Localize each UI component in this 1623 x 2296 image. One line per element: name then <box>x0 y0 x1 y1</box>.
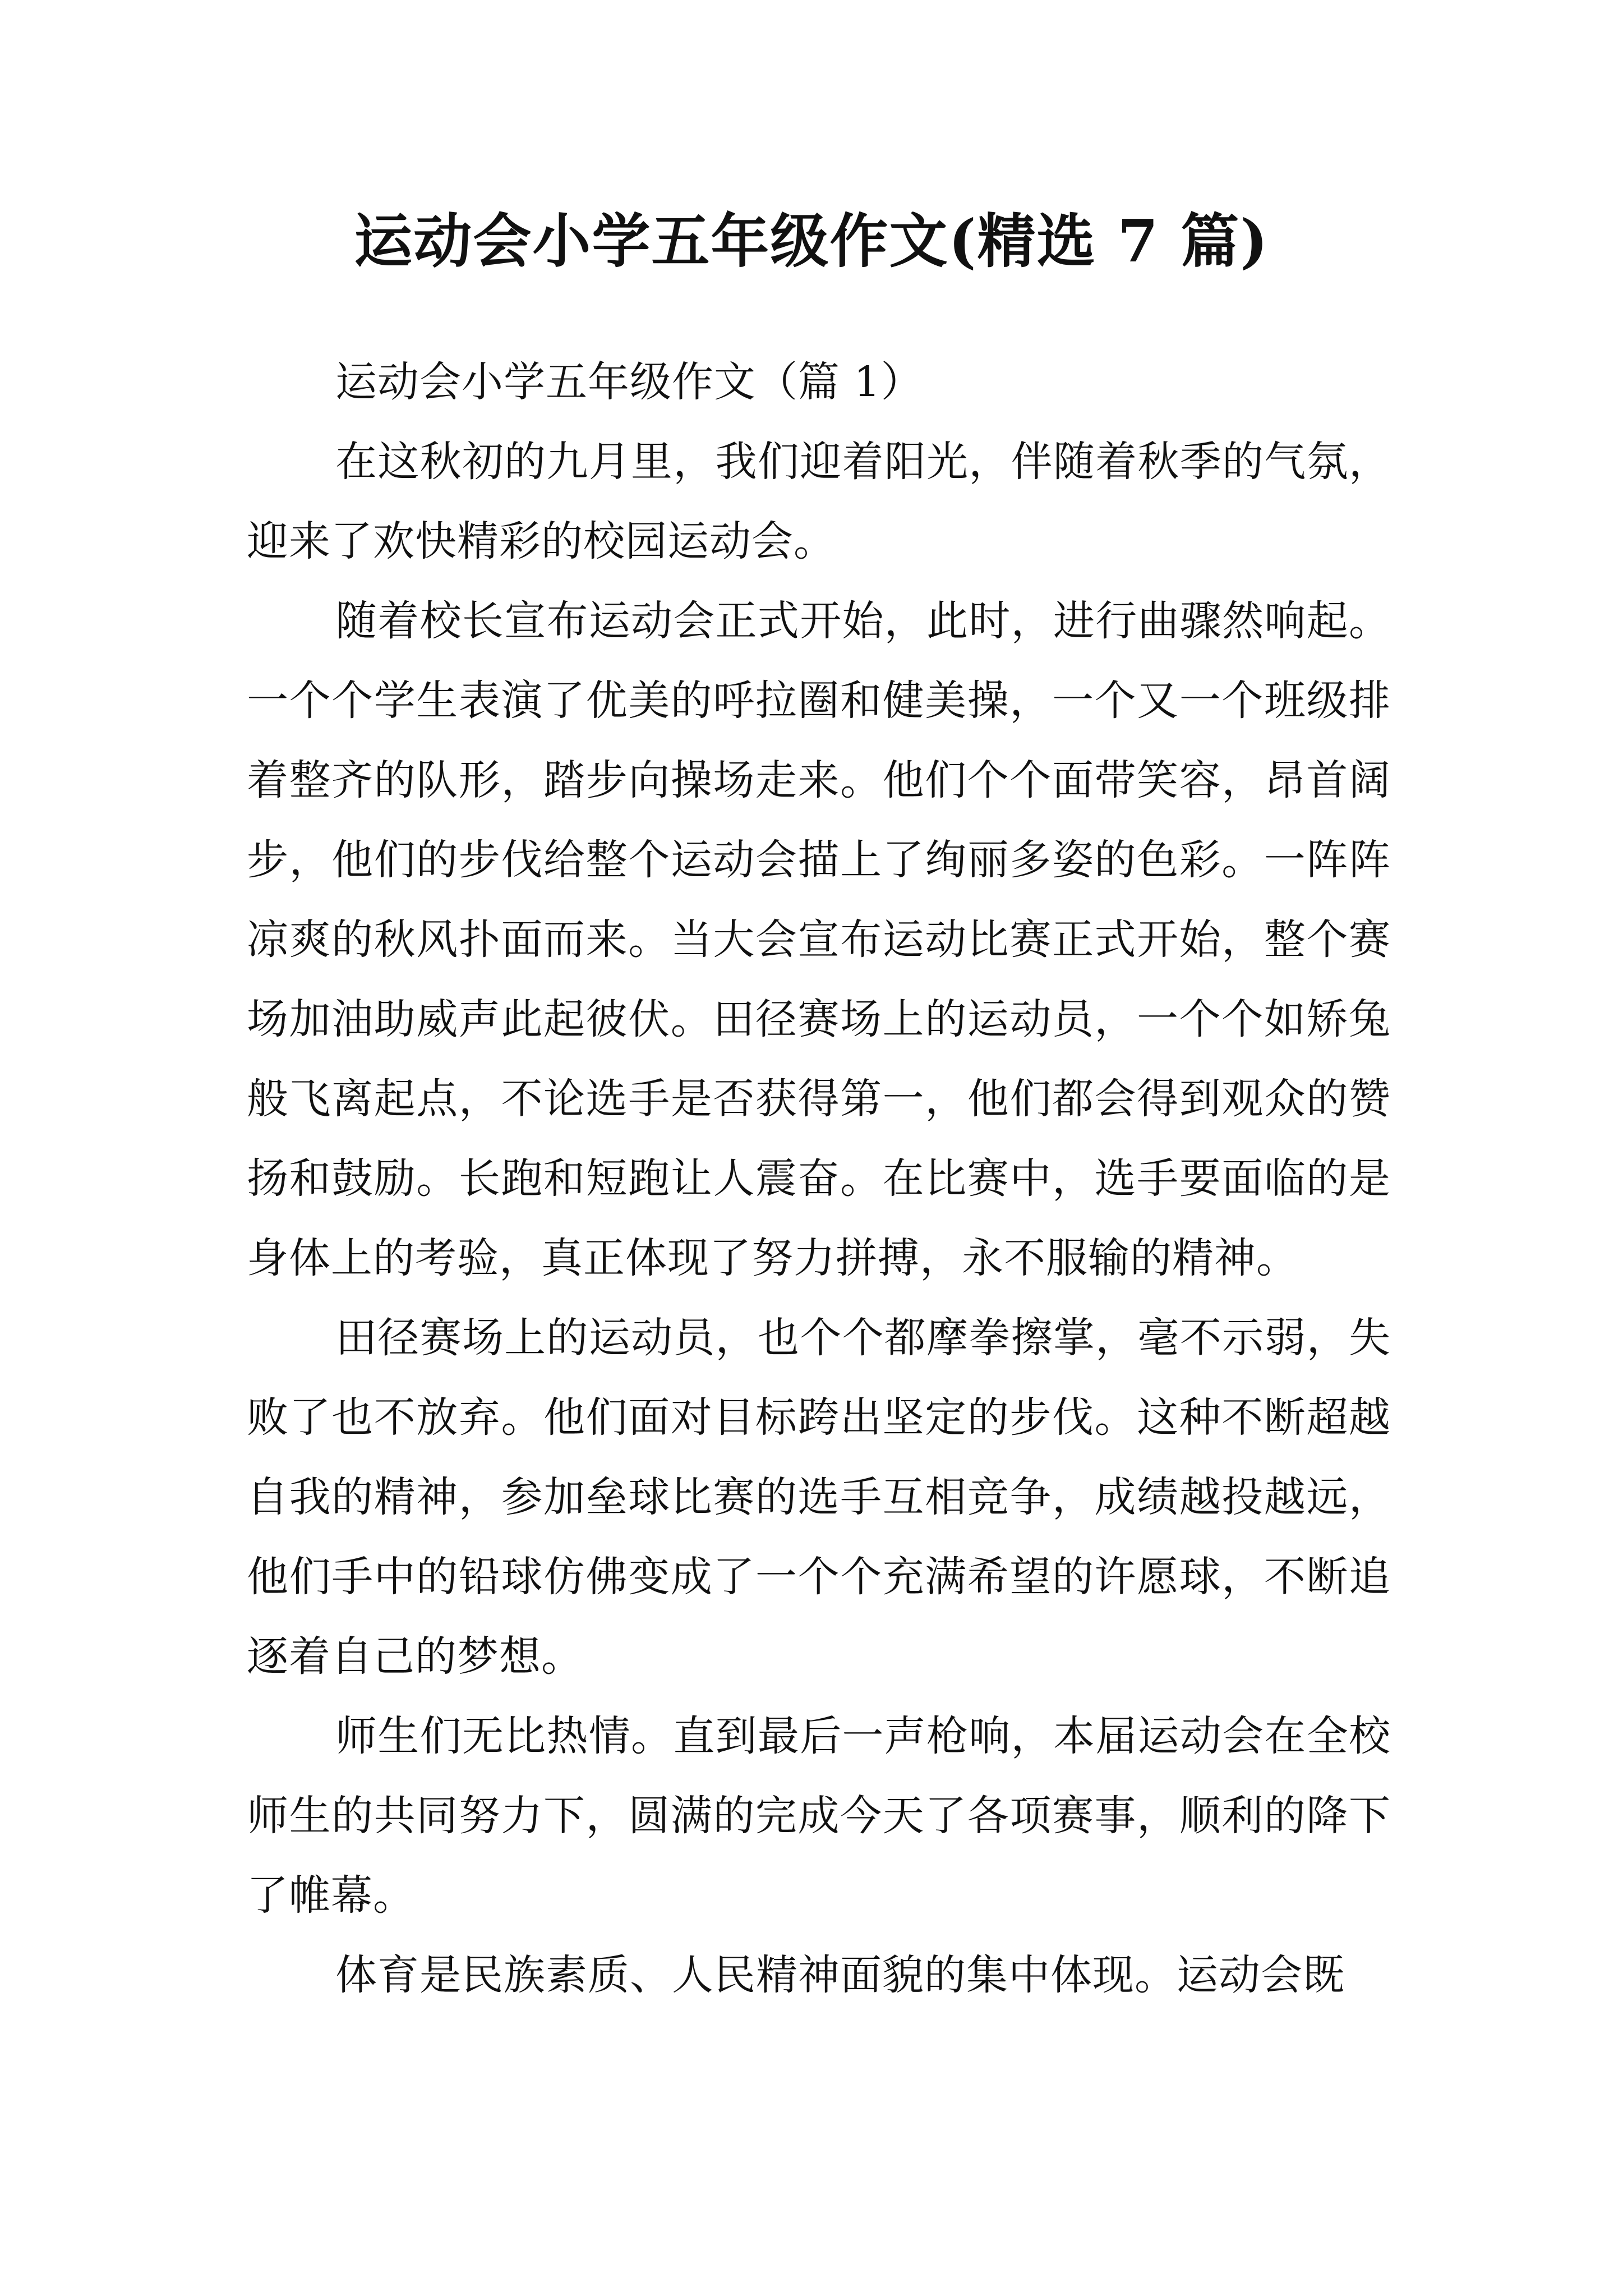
paragraph-1: 在这秋初的九月里，我们迎着阳光，伴随着秋季的气氛，迎来了欢快精彩的校园运动会。 <box>247 438 1391 565</box>
document-body <box>247 342 1391 2015</box>
paragraph-5: 体育是民族素质、人民精神面貌的集中体现。运动会既 <box>335 1951 1345 1999</box>
paragraph-3: 田径赛场上的运动员，也个个都摩拳擦掌，毫不示弱，失败了也不放弃。他们面对目标跨出坚定的步伐。这种不断超越自我的精神，参加垒球比赛的选手互相竞争，成绩越投越远，他们手中的铅球仿佛变成了一个个充满希望的许愿球，不断追逐着自己的梦想。 <box>247 1314 1391 1681</box>
document-title: 运动会小学五年级作文(精选 7 篇) <box>354 206 1269 275</box>
section-heading: 运动会小学五年级作文（篇 1） <box>335 358 923 406</box>
paragraph-2: 随着校长宣布运动会正式开始，此时，进行曲骤然响起。一个个学生表演了优美的呼拉圈和健美操，一个又一个班级排着整齐的队形，踏步向操场走来。他们个个面带笑容，昂首阔步，他们的步伐给整个运动会描上了绚丽多姿的色彩。一阵阵凉爽的秋风扑面而来。当大会宣布运动比赛正式开始，整个赛场加油助威声此起彼伏。田径赛场上的运动员，一个个如矫兔般飞离起点，不论选手是否获得第一，他们都会得到观众的赞扬和鼓励。长跑和短跑让人震奋。在比赛中，选手要面临的是身体上的考验，真正体现了努力拼搏，永不服输的精神。 <box>247 597 1391 1282</box>
paragraph-4: 师生们无比热情。直到最后一声枪响，本届运动会在全校师生的共同努力下，圆满的完成今天了各项赛事，顺利的降下了帷幕。 <box>247 1712 1391 1920</box>
